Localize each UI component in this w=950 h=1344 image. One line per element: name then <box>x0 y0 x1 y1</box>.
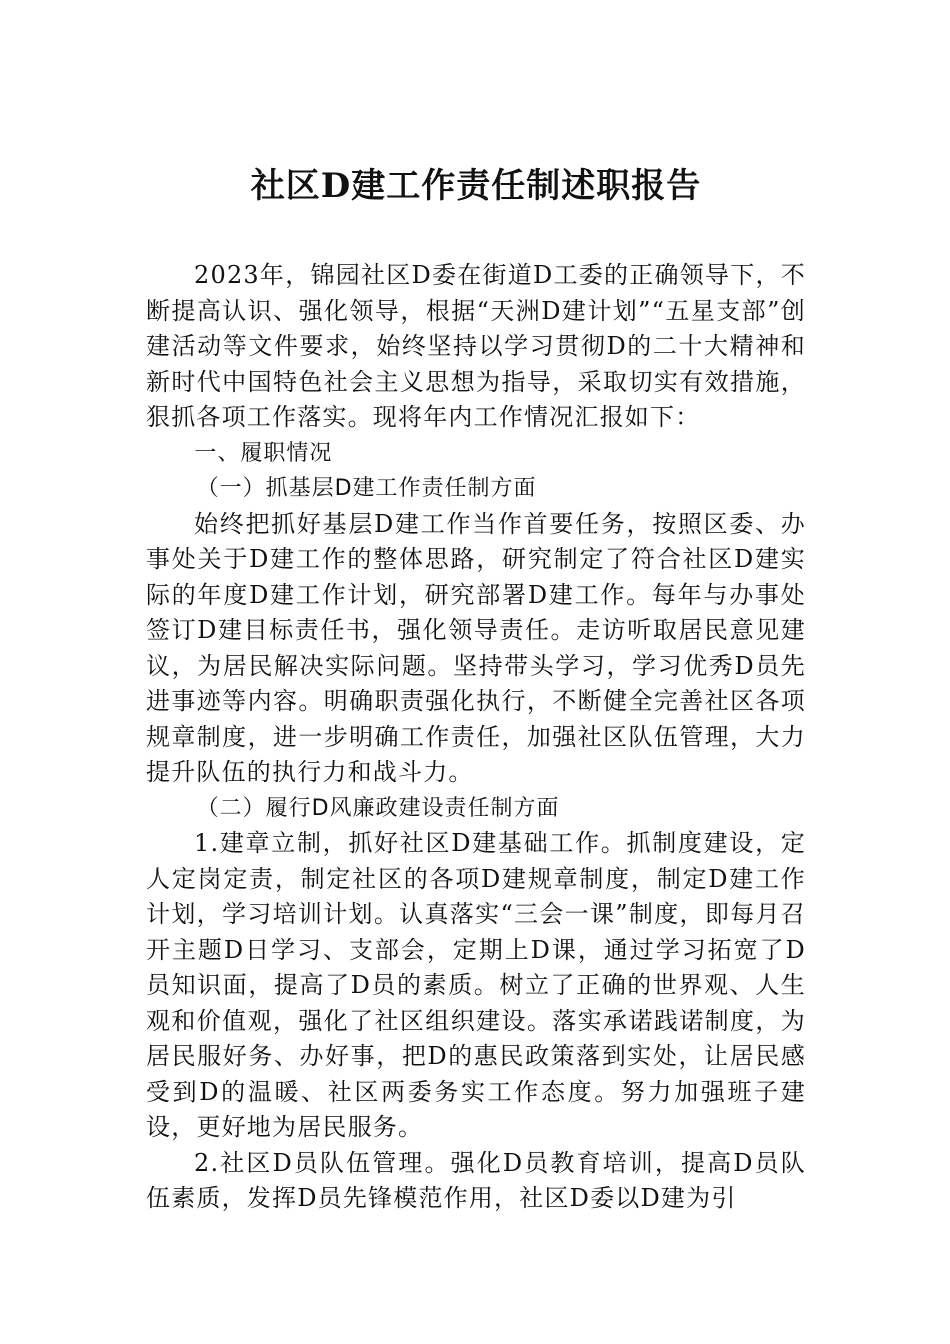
item-paragraph-2: 2.社区D员队伍管理。强化D员教育培训，提高D员队伍素质，发挥D员先锋模范作用，社区D委以D建为引 <box>146 1148 806 1212</box>
intro-paragraph: 2023年，锦园社区D委在街道D工委的正确领导下，不断提高认识、强化领导，根据“天洲D建计划”“五星支部”创建活动等文件要求，始终坚持以学习贯彻D的二十大精神和新时代中国特色社会主义思想为指导，采取切实有效措施，狠抓各项工作落实。现将年内工作情况汇报如下： <box>146 261 806 431</box>
subsection-heading-1: （一）抓基层D建工作责任制方面 <box>196 476 537 501</box>
document-body <box>146 258 806 1217</box>
subsection-paragraph-1: 始终把抓好基层D建工作当作首要任务，按照区委、办事处关于D建工作的整体思路，研究制定了符合社区D建实际的年度D建工作计划，研究部署D建工作。每年与办事处签订D建目标责任书，强化领导责任。走访听取居民意见建议，为居民解决实际问题。坚持带头学习，学习优秀D员先进事迹等内容。明确职责强化执行，不断健全完善社区各项规章制度，进一步明确工作责任，加强社区队伍管理，大力提升队伍的执行力和战斗力。 <box>146 509 806 786</box>
section-heading-1: 一、履职情况 <box>194 440 333 466</box>
item-paragraph-1: 1.建章立制，抓好社区D建基础工作。抓制度建设，定人定岗定责，制定社区的各项D建规章制度，制定D建工作计划，学习培训计划。认真落实“三会一课”制度，即每月召开主题D日学习、支部会，定期上D课，通过学习拓宽了D员知识面，提高了D员的素质。树立了正确的世界观、人生观和价值观，强化了社区组织建设。落实承诺践诺制度，为居民服好务、办好事，把D的惠民政策落到实处，让居民感受到D的温暖、社区两委务实工作态度。努力加强班子建设，更好地为居民服务。 <box>146 829 806 1141</box>
subsection-heading-2: （二）履行D风廉政建设责任制方面 <box>196 795 560 821</box>
document-title: 社区D建工作责任制述职报告 <box>250 166 702 206</box>
